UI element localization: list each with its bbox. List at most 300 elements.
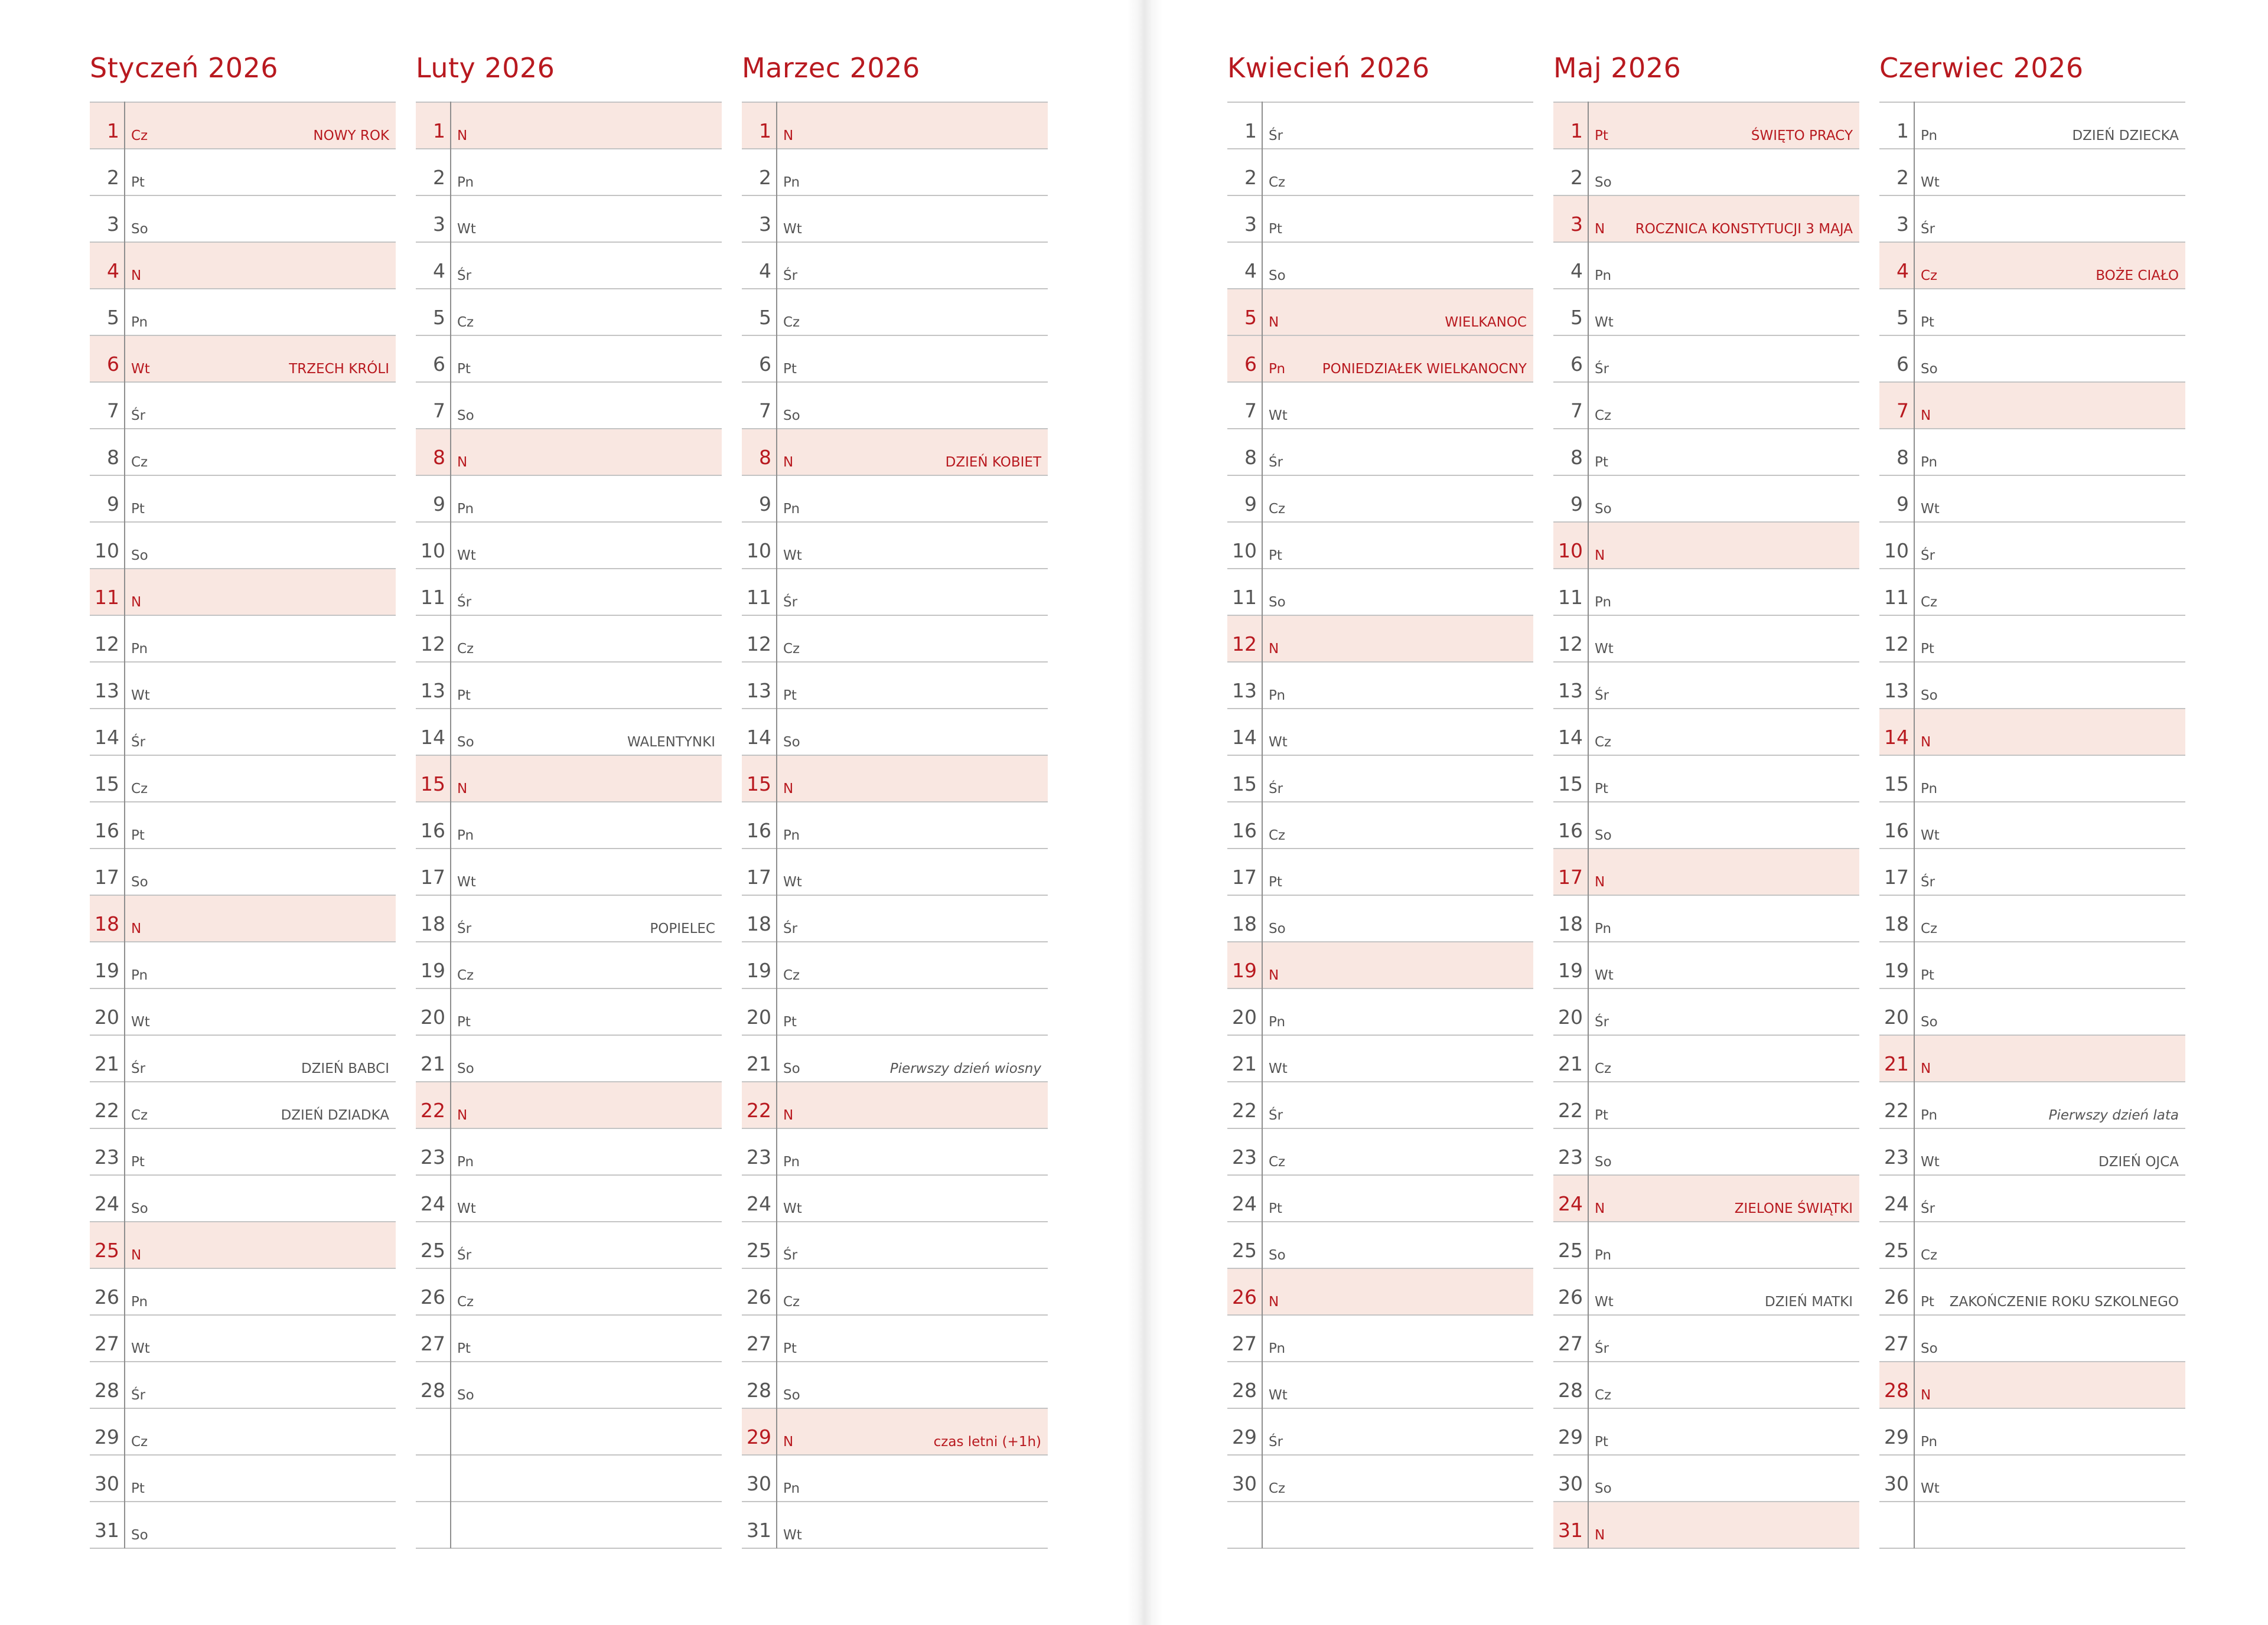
day-row <box>90 941 396 988</box>
weekday-abbrev: Pn <box>783 1154 800 1170</box>
weekday-abbrev: Pt <box>1921 1294 1934 1310</box>
day-row <box>90 102 396 148</box>
day-number: 10 <box>421 539 445 562</box>
day-row <box>90 1314 396 1361</box>
weekday-abbrev: Cz <box>1269 1154 1286 1170</box>
day-row <box>742 335 1048 381</box>
day-number: 29 <box>747 1425 771 1448</box>
day-number: 30 <box>747 1472 771 1495</box>
day-number: 28 <box>421 1379 445 1402</box>
day-row <box>1553 381 1859 428</box>
weekday-abbrev: So <box>1595 1481 1612 1496</box>
weekday-abbrev: So <box>131 548 148 563</box>
column-divider <box>1588 102 1589 1548</box>
weekday-abbrev: Śr <box>1595 1341 1609 1356</box>
day-row <box>90 895 396 941</box>
day-number: 3 <box>433 213 445 236</box>
weekday-abbrev: Pn <box>1269 688 1286 703</box>
weekday-abbrev: N <box>1269 315 1279 330</box>
day-number: 13 <box>1232 679 1257 702</box>
weekday-abbrev: So <box>457 735 474 750</box>
day-row <box>90 1035 396 1081</box>
weekday-abbrev: N <box>783 1108 794 1123</box>
day-number: 28 <box>94 1379 119 1402</box>
page-gutter-shadow <box>1127 0 1162 1625</box>
weekday-abbrev: N <box>1595 1201 1605 1216</box>
weekday-abbrev: Pt <box>1595 1108 1608 1123</box>
day-row <box>742 661 1048 708</box>
day-row <box>1227 848 1533 895</box>
day-number: 22 <box>1558 1099 1583 1122</box>
day-number: 4 <box>1570 259 1583 282</box>
weekday-abbrev: Wt <box>783 221 802 237</box>
day-number: 5 <box>759 306 771 329</box>
day-row <box>1553 428 1859 475</box>
day-row <box>742 1361 1048 1408</box>
weekday-abbrev: Pn <box>783 1481 800 1496</box>
day-row <box>1553 988 1859 1035</box>
day-row <box>1879 568 2185 615</box>
day-row <box>742 288 1048 335</box>
day-grid <box>1553 102 1859 1548</box>
event-label: Pierwszy dzień lata <box>2048 1108 2179 1123</box>
day-row <box>742 708 1048 755</box>
day-number: 27 <box>421 1332 445 1355</box>
day-number: 5 <box>1896 306 1909 329</box>
day-row <box>416 1314 722 1361</box>
weekday-abbrev: Wt <box>1269 1061 1288 1076</box>
weekday-abbrev: N <box>131 1248 142 1263</box>
weekday-abbrev: So <box>783 1388 800 1403</box>
day-row <box>742 1454 1048 1501</box>
weekday-abbrev: Pt <box>1269 548 1282 563</box>
weekday-abbrev: Pt <box>1921 641 1934 657</box>
day-row <box>742 242 1048 288</box>
day-number: 14 <box>1558 726 1583 749</box>
weekday-abbrev: Pt <box>1921 315 1934 330</box>
day-number: 13 <box>421 679 445 702</box>
day-row <box>1879 988 2185 1035</box>
weekday-abbrev: Cz <box>1921 268 1938 283</box>
day-number: 29 <box>94 1425 119 1448</box>
day-number: 16 <box>94 819 119 842</box>
weekday-abbrev: Wt <box>783 1528 802 1543</box>
weekday-abbrev: Pn <box>131 641 148 657</box>
day-number: 10 <box>1558 539 1583 562</box>
day-number: 4 <box>759 259 771 282</box>
weekday-abbrev: Pn <box>783 175 800 190</box>
weekday-abbrev: Pn <box>1921 781 1938 797</box>
weekday-abbrev: Śr <box>457 1248 472 1263</box>
day-number: 9 <box>1896 492 1909 515</box>
weekday-abbrev: Wt <box>1921 1481 1940 1496</box>
weekday-abbrev: Cz <box>131 128 148 143</box>
day-row <box>742 1408 1048 1454</box>
weekday-abbrev: Wt <box>1921 828 1940 843</box>
day-row <box>1553 568 1859 615</box>
day-number: 9 <box>759 492 771 515</box>
day-row <box>1553 288 1859 335</box>
day-row <box>416 895 722 941</box>
weekday-abbrev: Śr <box>131 735 146 750</box>
weekday-abbrev: So <box>131 1528 148 1543</box>
day-row <box>90 428 396 475</box>
day-number: 13 <box>1558 679 1583 702</box>
day-row <box>90 1408 396 1454</box>
day-number: 6 <box>433 353 445 376</box>
weekday-abbrev: So <box>457 1388 474 1403</box>
day-row <box>416 148 722 195</box>
column-divider <box>1914 102 1915 1548</box>
weekday-abbrev: Śr <box>1269 781 1283 797</box>
day-number: 14 <box>747 726 771 749</box>
day-number: 11 <box>421 586 445 609</box>
day-number: 1 <box>1244 119 1257 142</box>
day-number: 16 <box>1232 819 1257 842</box>
day-row <box>1879 475 2185 521</box>
day-row <box>1553 1361 1859 1408</box>
day-number: 10 <box>94 539 119 562</box>
day-number: 13 <box>94 679 119 702</box>
weekday-abbrev: Śr <box>783 595 798 610</box>
weekday-abbrev: Cz <box>1269 1481 1286 1496</box>
weekday-abbrev: N <box>131 268 142 283</box>
weekday-abbrev: Śr <box>1269 1108 1283 1123</box>
column-divider <box>1262 102 1263 1548</box>
weekday-abbrev: Cz <box>1269 828 1286 843</box>
event-label: Pierwszy dzień wiosny <box>889 1061 1041 1076</box>
holiday-label: ZIELONE ŚWIĄTKI <box>1734 1201 1853 1216</box>
day-number: 3 <box>759 213 771 236</box>
weekday-abbrev: Pt <box>457 688 471 703</box>
day-number: 27 <box>747 1332 771 1355</box>
day-row <box>1227 895 1533 941</box>
day-row <box>416 848 722 895</box>
weekday-abbrev: Cz <box>1595 1388 1612 1403</box>
event-label: ZAKOŃCZENIE ROKU SZKOLNEGO <box>1949 1294 2179 1310</box>
weekday-abbrev: N <box>1269 1294 1279 1310</box>
weekday-abbrev: Śr <box>1269 128 1283 143</box>
weekday-abbrev: Cz <box>783 968 800 983</box>
day-number: 3 <box>107 213 119 236</box>
day-row <box>1227 568 1533 615</box>
day-number: 16 <box>421 819 445 842</box>
weekday-abbrev: Śr <box>131 408 146 423</box>
day-row <box>1879 1268 2185 1314</box>
day-number: 14 <box>421 726 445 749</box>
day-row <box>90 381 396 428</box>
weekday-abbrev: Wt <box>1595 641 1614 657</box>
weekday-abbrev: So <box>131 875 148 890</box>
day-number: 8 <box>759 446 771 469</box>
empty-day-row <box>1227 1501 1533 1549</box>
weekday-abbrev: So <box>1269 595 1286 610</box>
weekday-abbrev: Pt <box>131 175 145 190</box>
day-row <box>742 1501 1048 1549</box>
weekday-abbrev: N <box>457 1108 468 1123</box>
day-number: 5 <box>107 306 119 329</box>
month-title: Czerwiec 2026 <box>1879 52 2084 84</box>
day-number: 25 <box>747 1239 771 1262</box>
day-number: 19 <box>1232 959 1257 982</box>
day-row <box>1879 148 2185 195</box>
weekday-abbrev: Cz <box>131 1434 148 1450</box>
holiday-label: ŚWIĘTO PRACY <box>1751 128 1853 143</box>
day-grid <box>1879 102 2185 1548</box>
day-row <box>1553 335 1859 381</box>
event-label: DZIEŃ OJCA <box>2098 1154 2179 1170</box>
day-number: 16 <box>1558 819 1583 842</box>
weekday-abbrev: Wt <box>1595 1294 1614 1310</box>
day-number: 2 <box>759 166 771 189</box>
day-number: 8 <box>1244 446 1257 469</box>
weekday-abbrev: Wt <box>1595 315 1614 330</box>
weekday-abbrev: Pn <box>457 828 474 843</box>
day-row <box>1227 288 1533 335</box>
weekday-abbrev: Wt <box>131 1341 150 1356</box>
day-row <box>90 615 396 661</box>
day-row <box>416 941 722 988</box>
day-number: 21 <box>747 1052 771 1075</box>
weekday-abbrev: Wt <box>457 221 476 237</box>
day-row <box>742 428 1048 475</box>
weekday-abbrev: Cz <box>131 1108 148 1123</box>
day-number: 22 <box>747 1099 771 1122</box>
weekday-abbrev: Pt <box>1595 781 1608 797</box>
day-row <box>742 381 1048 428</box>
day-number: 24 <box>94 1192 119 1215</box>
day-number: 11 <box>1884 586 1909 609</box>
day-row <box>1553 521 1859 568</box>
day-number: 21 <box>1558 1052 1583 1075</box>
day-number: 17 <box>747 866 771 889</box>
weekday-abbrev: Pt <box>457 361 471 377</box>
day-row <box>1227 1081 1533 1128</box>
weekday-abbrev: Wt <box>783 548 802 563</box>
day-row <box>416 568 722 615</box>
weekday-abbrev: N <box>1595 1528 1605 1543</box>
day-number: 2 <box>1570 166 1583 189</box>
day-number: 30 <box>94 1472 119 1495</box>
day-row <box>416 755 722 801</box>
weekday-abbrev: Cz <box>1921 595 1938 610</box>
weekday-abbrev: So <box>1921 361 1938 377</box>
weekday-abbrev: Śr <box>457 268 472 283</box>
day-row <box>90 1268 396 1314</box>
day-row <box>1553 1221 1859 1268</box>
day-number: 15 <box>1558 772 1583 795</box>
day-number: 12 <box>1884 632 1909 655</box>
weekday-abbrev: Pt <box>457 1014 471 1030</box>
weekday-abbrev: Pn <box>1595 921 1612 937</box>
day-row <box>1227 148 1533 195</box>
day-number: 2 <box>433 166 445 189</box>
weekday-abbrev: Wt <box>1921 501 1940 517</box>
day-number: 28 <box>1558 1379 1583 1402</box>
day-row <box>1879 941 2185 988</box>
day-row <box>416 1268 722 1314</box>
day-row <box>416 1174 722 1221</box>
day-number: 3 <box>1570 213 1583 236</box>
weekday-abbrev: Pn <box>1921 1434 1938 1450</box>
day-number: 7 <box>1244 399 1257 422</box>
weekday-abbrev: Cz <box>1921 1248 1938 1263</box>
weekday-abbrev: Śr <box>457 921 472 937</box>
day-row <box>90 1501 396 1549</box>
day-row <box>742 988 1048 1035</box>
day-row <box>90 1174 396 1221</box>
day-number: 12 <box>94 632 119 655</box>
day-number: 27 <box>1232 1332 1257 1355</box>
day-number: 17 <box>1558 866 1583 889</box>
day-number: 26 <box>1232 1285 1257 1309</box>
column-divider <box>124 102 125 1548</box>
weekday-abbrev: Wt <box>1595 968 1614 983</box>
day-number: 9 <box>1570 492 1583 515</box>
day-row <box>1553 661 1859 708</box>
holiday-label: PONIEDZIAŁEK WIELKANOCNY <box>1322 361 1527 377</box>
weekday-abbrev: Wt <box>457 875 476 890</box>
day-number: 2 <box>1244 166 1257 189</box>
day-number: 26 <box>94 1285 119 1309</box>
day-row <box>1879 428 2185 475</box>
day-row <box>1553 801 1859 848</box>
weekday-abbrev: Śr <box>131 1061 146 1076</box>
weekday-abbrev: Wt <box>131 1014 150 1030</box>
day-number: 22 <box>421 1099 445 1122</box>
day-number: 6 <box>107 353 119 376</box>
day-number: 24 <box>747 1192 771 1215</box>
day-number: 6 <box>1244 353 1257 376</box>
weekday-abbrev: Śr <box>1595 688 1609 703</box>
day-row <box>1553 1408 1859 1454</box>
weekday-abbrev: Pt <box>457 1341 471 1356</box>
day-number: 30 <box>1232 1472 1257 1495</box>
day-row <box>1553 148 1859 195</box>
weekday-abbrev: So <box>1595 1154 1612 1170</box>
day-number: 7 <box>107 399 119 422</box>
day-row <box>1553 708 1859 755</box>
day-number: 28 <box>747 1379 771 1402</box>
weekday-abbrev: Śr <box>1595 361 1609 377</box>
day-number: 22 <box>1884 1099 1909 1122</box>
weekday-abbrev: N <box>1269 968 1279 983</box>
weekday-abbrev: Cz <box>783 1294 800 1310</box>
day-number: 6 <box>759 353 771 376</box>
weekday-abbrev: N <box>457 128 468 143</box>
weekday-abbrev: N <box>1921 408 1931 423</box>
day-row <box>416 335 722 381</box>
day-row <box>1879 615 2185 661</box>
weekday-abbrev: Pn <box>1269 361 1286 377</box>
day-number: 11 <box>1232 586 1257 609</box>
day-number: 24 <box>1558 1192 1583 1215</box>
empty-day-row <box>416 1501 722 1549</box>
day-row <box>1879 1221 2185 1268</box>
weekday-abbrev: N <box>783 781 794 797</box>
day-number: 30 <box>1558 1472 1583 1495</box>
weekday-abbrev: Cz <box>1921 921 1938 937</box>
day-row <box>416 102 722 148</box>
weekday-abbrev: Pt <box>783 688 797 703</box>
month-title: Marzec 2026 <box>742 52 920 84</box>
day-row <box>90 521 396 568</box>
day-row <box>1553 848 1859 895</box>
event-label: DZIEŃ DZIADKA <box>281 1108 389 1123</box>
day-row <box>1227 242 1533 288</box>
day-number: 23 <box>1558 1146 1583 1169</box>
day-row <box>90 1221 396 1268</box>
day-number: 9 <box>433 492 445 515</box>
day-row <box>416 1361 722 1408</box>
day-number: 25 <box>1558 1239 1583 1262</box>
weekday-abbrev: Wt <box>783 1201 802 1216</box>
month-title: Maj 2026 <box>1553 52 1682 84</box>
weekday-abbrev: So <box>131 221 148 237</box>
day-number: 15 <box>1232 772 1257 795</box>
day-row <box>1227 381 1533 428</box>
day-row <box>1879 521 2185 568</box>
day-number: 19 <box>94 959 119 982</box>
day-number: 19 <box>421 959 445 982</box>
day-row <box>90 801 396 848</box>
day-number: 7 <box>759 399 771 422</box>
day-row <box>1553 242 1859 288</box>
weekday-abbrev: Pt <box>1269 221 1282 237</box>
day-row <box>90 148 396 195</box>
weekday-abbrev: N <box>783 1434 794 1450</box>
holiday-label: WIELKANOC <box>1445 315 1527 330</box>
day-row <box>416 1035 722 1081</box>
day-number: 9 <box>1244 492 1257 515</box>
weekday-abbrev: Wt <box>131 361 150 377</box>
day-grid <box>90 102 396 1548</box>
day-number: 18 <box>421 912 445 935</box>
day-row <box>1553 1035 1859 1081</box>
day-number: 26 <box>1884 1285 1909 1309</box>
day-number: 31 <box>747 1519 771 1542</box>
day-row <box>416 428 722 475</box>
month-title: Styczeń 2026 <box>90 52 279 84</box>
weekday-abbrev: Śr <box>1269 455 1283 470</box>
day-row <box>90 848 396 895</box>
weekday-abbrev: So <box>783 1061 800 1076</box>
day-number: 20 <box>421 1006 445 1029</box>
day-row <box>1879 335 2185 381</box>
day-grid <box>416 102 722 1548</box>
day-row <box>90 755 396 801</box>
day-number: 7 <box>1896 399 1909 422</box>
day-row <box>90 1128 396 1174</box>
day-number: 3 <box>1896 213 1909 236</box>
weekday-abbrev: So <box>457 408 474 423</box>
day-row <box>416 288 722 335</box>
day-row <box>416 801 722 848</box>
day-number: 14 <box>1232 726 1257 749</box>
day-row <box>742 102 1048 148</box>
day-number: 21 <box>94 1052 119 1075</box>
day-number: 26 <box>421 1285 445 1309</box>
day-row <box>90 568 396 615</box>
day-row <box>1879 1174 2185 1221</box>
weekday-abbrev: Pn <box>1269 1014 1286 1030</box>
day-number: 21 <box>421 1052 445 1075</box>
weekday-abbrev: Cz <box>457 1294 474 1310</box>
day-row <box>416 1221 722 1268</box>
weekday-abbrev: Pt <box>1269 875 1282 890</box>
weekday-abbrev: N <box>131 595 142 610</box>
day-row <box>742 1081 1048 1128</box>
